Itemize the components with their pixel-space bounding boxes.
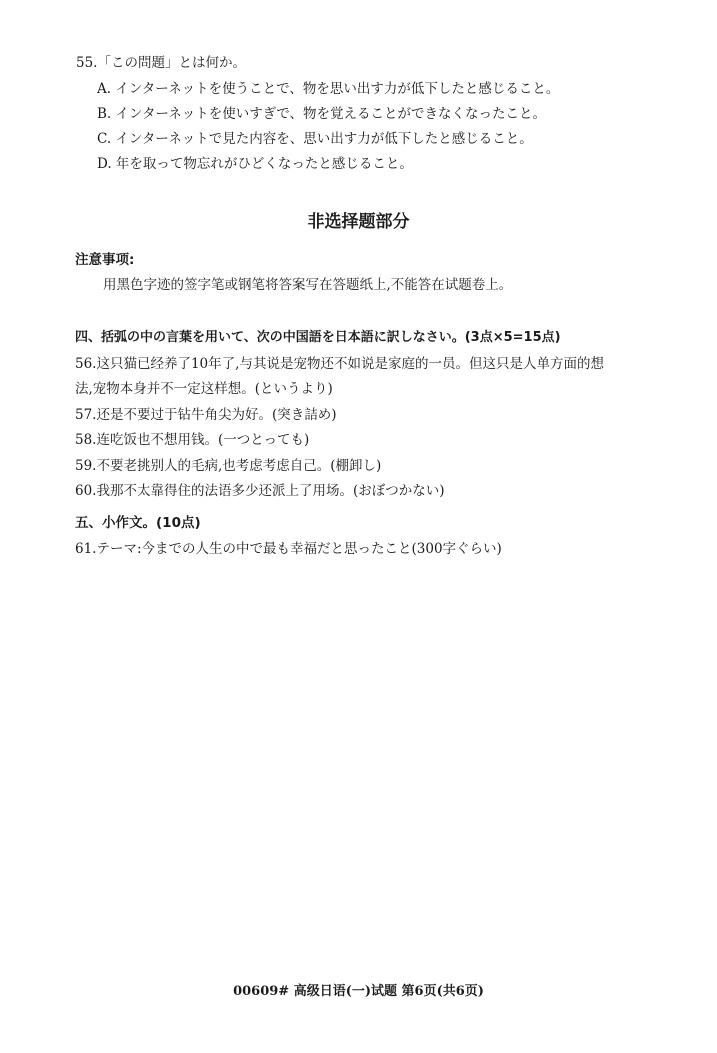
part-5-heading: 五、小作文。(10点) bbox=[75, 515, 201, 531]
question-55-option-c: C. インターネットで見た内容を、思い出す力が低下したと感じること。 bbox=[97, 131, 533, 147]
question-60: 60.我那不太靠得住的法语多少还派上了用场。(おぼつかない) bbox=[75, 483, 445, 499]
notice-text: 用黑色字迹的签字笔或钢笔将答案写在答题纸上,不能答在试题卷上。 bbox=[103, 277, 513, 293]
question-56-line-1: 56.这只猫已经养了10年了,与其说是宠物还不如说是家庭的一员。但这只是人单方面的想 bbox=[75, 356, 604, 372]
question-56-line-2: 法,宠物本身并不一定这样想。(というより) bbox=[75, 381, 333, 397]
question-61: 61.テーマ:今までの人生の中で最も幸福だと思ったこと(300字ぐらい) bbox=[75, 541, 502, 557]
question-55-option-b: B. インターネットを使いすぎで、物を覚えることができなくなったこと。 bbox=[97, 106, 547, 122]
question-58: 58.连吃饭也不想用钱。(一つとっても) bbox=[75, 432, 310, 448]
section-title: 非选择题部分 bbox=[307, 212, 410, 232]
question-59: 59.不要老挑别人的毛病,也考虑考虑自己。(棚卸し) bbox=[75, 458, 382, 474]
question-55-stem: 55.「この問題」とは何か。 bbox=[76, 55, 246, 71]
part-4-heading: 四、括弧の中の言葉を用いて、次の中国語を日本語に訳しなさい。(3点×5=15点) bbox=[75, 330, 561, 345]
question-57: 57.还是不要过于钻牛角尖为好。(突き詰め) bbox=[75, 407, 337, 423]
question-55-option-d: D. 年を取って物忘れがひどくなったと感じること。 bbox=[97, 156, 413, 172]
question-55-option-a: A. インターネットを使うことで、物を思い出す力が低下したと感じること。 bbox=[97, 81, 560, 97]
notice-heading: 注意事项: bbox=[75, 252, 135, 268]
page-footer: 00609# 高级日语(一)试题 第6页(共6页) bbox=[233, 984, 484, 999]
